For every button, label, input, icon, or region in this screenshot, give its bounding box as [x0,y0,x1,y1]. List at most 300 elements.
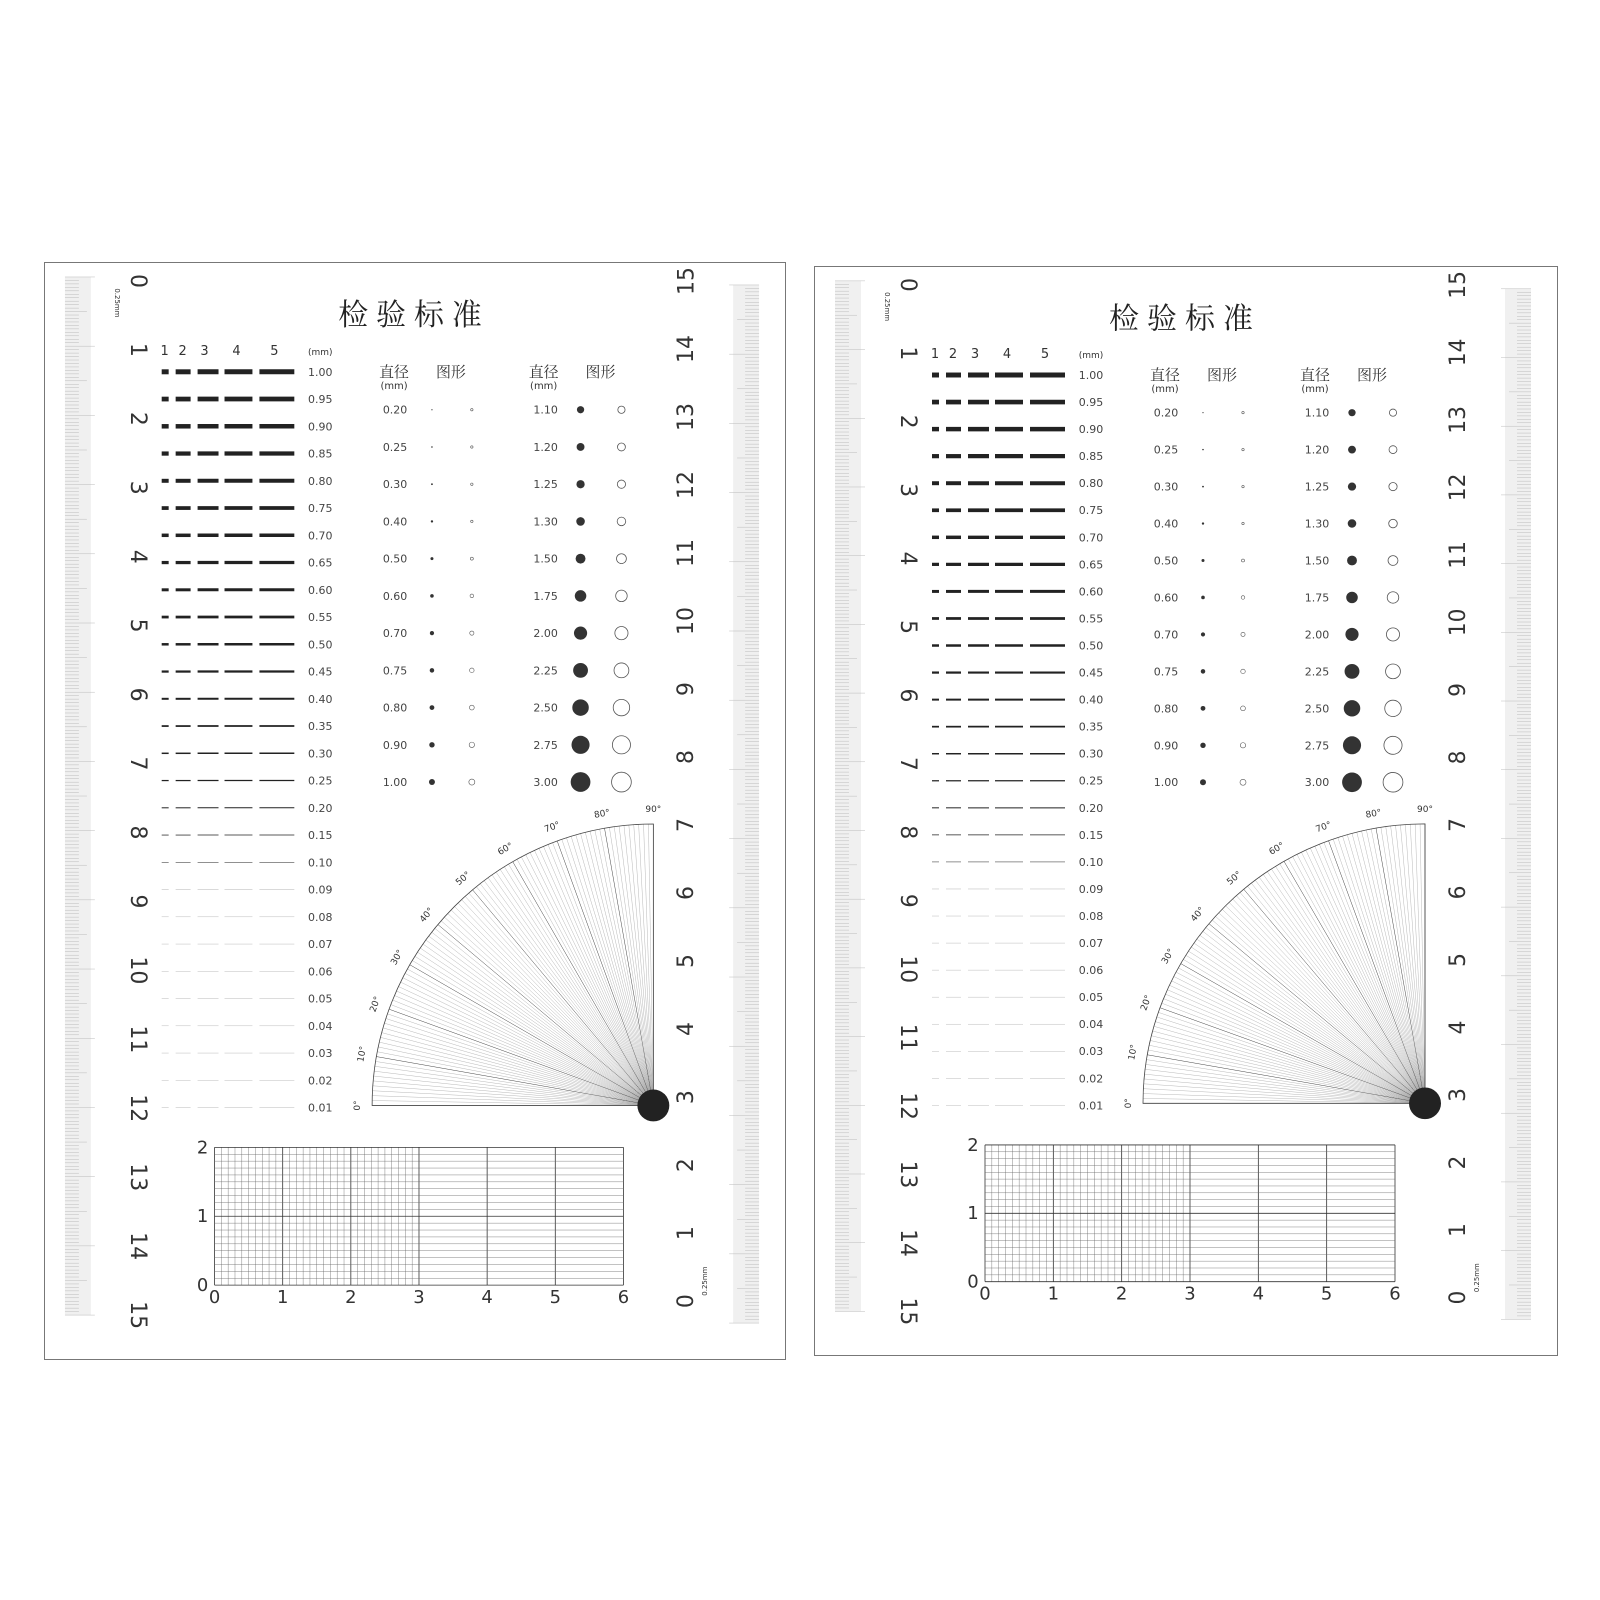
filled-dot [1202,449,1204,450]
protractor-ray [451,910,653,1106]
right-ruler-number: 6 [1445,885,1472,900]
open-circle [1384,736,1402,754]
grid-y-label: 0 [967,1271,979,1293]
protractor-degree-label: 50° [1225,869,1245,888]
left-ruler-number: 11 [124,1025,150,1054]
open-circle [1386,628,1399,641]
filled-dot [1202,486,1204,488]
thickness-value: 0.45 [308,665,333,679]
length-header: 4 [232,343,241,359]
protractor-degree-label: 10° [1127,1043,1140,1062]
left-ruler-number: 12 [894,1092,921,1120]
left-ruler-number: 12 [124,1094,150,1123]
protractor-degree-label: 50° [454,870,473,889]
open-circle [469,742,474,747]
left-ruler-number: 7 [894,756,921,771]
grid-x-label: 3 [1184,1283,1196,1305]
thickness-value: 0.70 [1078,531,1104,545]
thickness-value: 0.40 [1078,693,1104,707]
thickness-value: 0.07 [1078,937,1104,951]
left-ruler-unit: 0.25mm [112,288,121,318]
filled-dot [430,594,434,598]
filled-dot [1200,743,1205,748]
dia-header-1: 直径 [379,362,410,381]
shape-header-2: 图形 [585,362,616,381]
diameter-value: 1.10 [533,403,558,417]
thickness-value: 0.95 [308,393,333,407]
protractor-ray [1297,854,1425,1103]
protractor-degree-label: 40° [1189,905,1208,925]
thickness-value: 0.70 [308,529,333,543]
diameter-value: 1.50 [533,552,558,566]
protractor-ray [448,913,654,1105]
left-ruler-number: 2 [894,414,921,429]
left-ruler-unit: 0.25mm [882,292,892,322]
protractor-ray [1222,909,1425,1103]
dia-header-1: 直径 [1150,366,1180,384]
thickness-value: 0.90 [1078,423,1104,437]
protractor-ray [648,824,653,1105]
left-ruler [65,274,150,1329]
shape-header-1: 图形 [1207,366,1237,384]
protractor-ray [1149,1045,1425,1103]
card-artwork [815,267,1557,1355]
thickness-value: 0.01 [308,1101,333,1115]
left-ruler-number: 10 [894,955,921,984]
grid-x-label: 1 [1047,1283,1060,1305]
grid-x-label: 1 [276,1287,289,1309]
diameter-value: 1.00 [382,776,408,790]
protractor-ray [1145,1074,1425,1103]
grid-y-label: 0 [196,1275,209,1297]
right-ruler-unit: 0.25mm [1472,1263,1482,1293]
thickness-value: 0.30 [308,747,333,761]
left-ruler-number: 14 [894,1229,921,1257]
protractor-degree-label: 10° [356,1045,369,1063]
thickness-value: 0.15 [1078,828,1104,842]
thickness-value: 0.04 [308,1019,333,1033]
protractor-ray [1366,830,1425,1103]
right-ruler-number: 5 [1445,953,1472,967]
length-header: 5 [270,343,279,359]
open-circle [614,663,629,678]
diameter-value: 3.00 [1304,776,1330,790]
filled-dot [430,668,434,672]
open-circle [1389,409,1396,416]
thickness-value: 0.03 [1078,1045,1104,1059]
thickness-value: 0.90 [308,420,333,434]
protractor-ray [595,830,653,1105]
open-circle [612,772,632,792]
filled-dot [1201,669,1206,673]
thickness-value: 0.60 [1078,585,1104,599]
open-circle [1389,446,1397,454]
protractor-ray [1288,859,1425,1103]
left-ruler-number: 10 [124,956,150,985]
open-circle [470,557,473,560]
open-circle [1240,779,1246,785]
protractor-degree-label: 0° [353,1100,364,1111]
protractor-degree-label: 40° [418,906,437,925]
thickness-value: 0.05 [308,992,333,1006]
right-ruler-number: 12 [1445,473,1472,502]
left-ruler-number: 6 [124,687,150,702]
thickness-value: 0.06 [308,965,333,979]
filled-dot [1348,446,1356,454]
right-ruler-number: 0 [674,1294,700,1309]
thickness-gauge [162,366,333,1115]
protractor-ray [1400,825,1425,1103]
open-circle [617,554,627,564]
open-circle [471,520,473,522]
diameter-value: 0.30 [1153,480,1179,494]
protractor-ray [393,1000,654,1105]
diameter-value: 0.40 [1153,517,1179,531]
open-circle [1242,448,1244,450]
protractor-ray [458,903,653,1105]
left-ruler [835,278,920,1325]
right-ruler-number: 6 [674,886,700,901]
right-ruler-number: 11 [674,539,700,567]
protractor [353,805,669,1121]
open-circle [1383,772,1403,792]
open-circle [613,699,629,715]
thickness-value: 0.75 [1078,504,1104,518]
thickness-value: 0.95 [1078,396,1104,410]
left-ruler-number: 3 [124,480,150,495]
filled-dot [572,736,590,754]
thickness-value: 0.50 [308,638,333,652]
left-ruler-number: 15 [894,1297,921,1326]
filled-dot [1348,519,1357,528]
diameter-value: 0.25 [1153,443,1179,457]
protractor-ray [624,826,653,1106]
length-header: 1 [930,347,940,363]
protractor-ray [509,864,654,1105]
thickness-value: 0.03 [308,1047,333,1061]
protractor-ray [1164,999,1425,1104]
filled-dot [431,446,432,447]
protractor-ray [1160,1008,1425,1104]
diameter-value: 2.00 [1304,628,1330,642]
shape-header-1: 图形 [435,362,466,381]
mm-grid [197,1137,629,1308]
protractor-ray [407,969,653,1105]
thickness-value: 0.65 [308,556,333,570]
left-ruler-number: 6 [894,688,921,703]
filled-dot [573,663,588,678]
right-ruler-number: 13 [674,403,700,431]
left-ruler-number: 8 [124,825,150,840]
open-circle [1241,632,1245,636]
open-circle [1242,411,1244,413]
open-circle [1388,556,1398,566]
protractor-degree-label: 70° [1314,820,1333,836]
card-artwork [45,263,785,1359]
thickness-value: 0.25 [1078,774,1104,788]
diameter-value: 0.60 [382,589,408,603]
right-ruler-number: 0 [1445,1290,1472,1305]
right-ruler-number: 14 [674,335,700,363]
filled-dot [1343,736,1361,754]
protractor-ray [1183,959,1425,1103]
diameter-value: 0.30 [382,478,408,492]
right-ruler-number: 15 [1445,270,1472,299]
diameter-value: 2.75 [1304,739,1330,753]
right-ruler-number: 12 [674,471,700,499]
filled-dot [1202,412,1203,413]
thickness-value: 0.85 [308,447,333,461]
diameter-value: 1.30 [533,515,558,529]
protractor-center [637,1089,669,1121]
thickness-value: 0.80 [1078,477,1104,491]
grid-x-label: 0 [208,1287,221,1309]
left-ruler-number: 7 [124,756,150,771]
thickness-value: 0.05 [1078,991,1104,1005]
grid-y-label: 2 [967,1134,979,1156]
protractor-ray [548,844,653,1105]
mm-grid [967,1135,1400,1305]
protractor-ray [372,1101,653,1106]
filled-dot [1344,700,1361,716]
open-circle [1241,596,1245,600]
thickness-value: 0.55 [1078,612,1104,626]
protractor-ray [1352,833,1425,1103]
protractor-ray [629,825,654,1105]
filled-dot [577,443,585,451]
open-circle [1242,485,1244,487]
protractor-ray [1145,1069,1425,1103]
right-ruler-number: 13 [1445,405,1472,434]
thickness-gauge [932,369,1103,1112]
length-header: 3 [200,343,209,359]
right-ruler-number: 3 [674,1090,700,1105]
open-circle [1240,743,1245,748]
open-circle [1241,706,1246,711]
grid-x-label: 5 [549,1287,561,1309]
protractor-degree-label: 0° [1123,1098,1135,1109]
diameter-value: 0.60 [1153,591,1179,605]
protractor-ray [374,1071,653,1105]
protractor-ray [1143,1098,1425,1103]
grid-x-label: 0 [979,1283,991,1305]
filled-dot [429,779,435,785]
thickness-value: 0.35 [1078,720,1104,734]
filled-dot [430,557,433,560]
right-ruler-number: 9 [1445,682,1472,697]
dia-header-1-unit: (mm) [1151,383,1179,395]
protractor-degree-label: 60° [496,841,516,858]
right-ruler-number: 10 [674,607,700,635]
right-ruler-number: 1 [1445,1223,1472,1237]
protractor-ray [1329,841,1425,1104]
left-ruler-number: 5 [894,620,921,634]
grid-x-label: 6 [617,1287,630,1309]
thickness-unit-label: (mm) [1078,351,1104,362]
open-circle [469,779,475,785]
protractor-degree-label: 90° [645,804,662,815]
diameter-value: 0.50 [382,552,408,566]
protractor-ray [526,855,654,1106]
inspection-card-left [44,262,786,1360]
thickness-value: 0.10 [308,856,333,870]
protractor-ray [504,867,653,1106]
diameter-value: 1.20 [533,440,558,454]
open-circle [470,594,474,598]
length-header: 2 [948,347,958,363]
thickness-value: 0.09 [308,883,333,897]
protractor-ray [1233,899,1425,1103]
open-circle [1389,482,1397,490]
filled-dot [1202,559,1205,562]
protractor-ray [373,1081,653,1106]
diameter-value: 1.75 [1304,591,1330,605]
open-circle [1241,669,1246,673]
filled-dot [577,406,584,413]
thickness-value: 0.07 [308,938,333,952]
right-ruler-number: 7 [674,818,700,833]
left-ruler-number: 13 [894,1160,921,1189]
diameter-value: 0.70 [382,627,408,641]
filled-dot [1345,628,1358,641]
protractor-degree-label: 70° [543,820,562,836]
diameter-value: 1.00 [1153,776,1179,790]
filled-dot [430,705,435,710]
left-ruler-number: 4 [894,551,921,566]
dia-header-2-unit: (mm) [1301,383,1329,395]
protractor-ray [1219,913,1425,1104]
thickness-unit-label: (mm) [308,347,333,358]
grid-y-label: 1 [967,1203,979,1225]
left-ruler-number: 15 [124,1301,150,1330]
filled-dot [1348,482,1356,490]
filled-dot [431,483,433,485]
dia-header-1-unit: (mm) [380,380,408,392]
thickness-value: 0.45 [1078,666,1104,680]
filled-dot [431,409,432,410]
protractor-ray [378,1047,653,1106]
right-ruler-number: 4 [1445,1020,1472,1035]
inspection-card-right [814,266,1558,1356]
diameter-value: 1.75 [533,589,558,603]
open-circle [470,668,474,672]
thickness-value: 0.09 [1078,882,1104,896]
diameter-value: 2.75 [533,738,558,752]
open-circle [1386,664,1401,679]
thickness-value: 0.75 [308,502,333,516]
thickness-value: 1.00 [1078,369,1104,382]
protractor-degree-label: 80° [593,808,611,821]
thickness-value: 0.50 [1078,639,1104,653]
length-header: 2 [178,343,187,359]
left-ruler-number: 5 [124,618,150,633]
shape-header-2: 图形 [1357,366,1387,384]
protractor-ray [1174,976,1425,1103]
thickness-value: 0.02 [308,1074,333,1088]
dot-gauge [1154,407,1403,792]
open-circle [1242,559,1245,562]
protractor-ray [1229,902,1425,1103]
left-ruler-number: 0 [124,273,150,288]
protractor-degree-label: 30° [389,948,407,968]
grid-x-label: 2 [1115,1283,1128,1305]
filled-dot [431,520,433,522]
diameter-value: 0.90 [1153,739,1179,753]
protractor-ray [1186,955,1425,1103]
thickness-value: 0.55 [308,611,333,625]
filled-dot [576,480,584,488]
diameter-value: 0.70 [1153,628,1179,642]
length-header: 5 [1040,347,1050,363]
right-ruler-number: 2 [1445,1155,1472,1170]
right-ruler-number: 5 [674,954,700,969]
protractor-ray [1338,838,1425,1104]
protractor-ray [517,859,653,1105]
right-ruler-number: 11 [1445,541,1472,569]
diameter-value: 2.50 [1304,702,1330,716]
grid-x-label: 5 [1320,1283,1333,1305]
thickness-value: 0.08 [1078,910,1104,923]
diameter-value: 0.25 [382,440,408,454]
right-ruler-number: 1 [674,1226,700,1241]
grid-x-label: 6 [1389,1283,1401,1305]
thickness-value: 0.65 [1078,558,1104,572]
protractor-ray [403,978,654,1106]
sheet-title: 检验标准 [338,297,490,333]
left-ruler-number: 2 [124,411,150,426]
protractor-center [1409,1087,1441,1119]
thickness-value: 0.85 [1078,450,1104,464]
sheet-title: 检验标准 [1109,301,1261,337]
protractor-ray [1391,826,1425,1103]
right-ruler-number: 4 [674,1022,700,1037]
grid-x-label: 2 [345,1287,357,1309]
protractor-ray [1157,1017,1425,1103]
protractor-ray [1319,844,1425,1103]
filled-dot [1345,664,1360,679]
diameter-value: 0.90 [382,738,408,752]
right-ruler-number: 9 [674,682,700,697]
left-ruler-number: 0 [894,277,921,292]
right-ruler-number: 8 [674,750,700,765]
left-ruler-number: 9 [124,894,150,909]
diameter-value: 0.75 [1153,665,1179,679]
diameter-value: 2.25 [1304,665,1330,679]
thickness-value: 0.40 [308,692,333,706]
protractor-ray [619,826,653,1105]
left-ruler-number: 3 [894,483,921,498]
open-circle [1387,592,1399,603]
thickness-value: 1.00 [308,365,333,379]
dia-header-2: 直径 [1300,366,1330,384]
dia-header-2: 直径 [528,362,559,381]
diameter-value: 2.50 [533,701,558,715]
thickness-value: 0.60 [308,583,333,597]
right-ruler-number: 2 [674,1158,700,1173]
thickness-value: 0.10 [1078,855,1104,869]
protractor-ray [415,956,654,1105]
protractor-degree-label: 90° [1417,805,1433,815]
right-ruler [1446,271,1531,1319]
diameter-value: 0.50 [1153,554,1179,568]
protractor-ray [1396,825,1425,1103]
filled-dot [1201,632,1205,636]
grid-x-label: 4 [481,1287,493,1309]
protractor [1124,805,1441,1119]
open-circle [617,480,625,488]
left-ruler-number: 4 [124,549,150,564]
open-circle [1385,700,1402,716]
